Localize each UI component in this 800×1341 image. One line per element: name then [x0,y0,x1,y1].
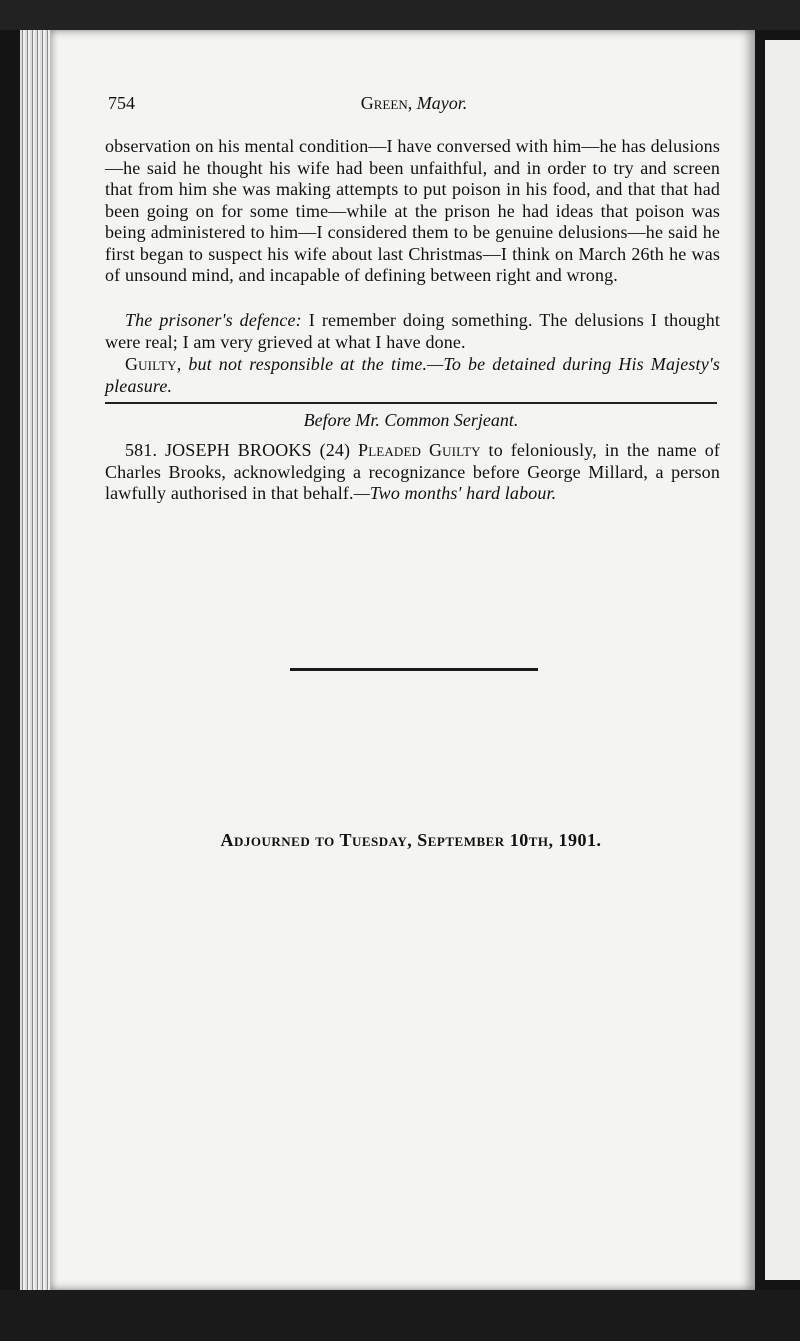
court-heading: Before Mr. Common Serjeant. [303,410,519,430]
scan-top-border [0,0,800,30]
facing-page-edge [765,40,800,1280]
running-head-name: Green, [360,93,413,113]
running-head-title: Mayor. [416,93,468,113]
adjournment-notice: Adjourned to Tuesday, September 10th, 1901. [220,830,602,850]
defence-text: I remember doing something. The delusions I thought were real; I am very grieved at what I have done. [105,310,720,352]
defence-paragraph [105,310,720,353]
case-sentence: —Two months' hard labour. [353,483,557,503]
verdict-text: but not responsible at the time.—To be detained during His Majesty's pleasure. [105,354,720,396]
end-divider [290,668,538,671]
verdict-label: Guilty, [125,354,182,374]
case-text: to feloniously, in the name of Charles Brooks, acknowledging a recognizance before George Millard, a person lawfully authorised in that behalf. [105,440,720,503]
testimony-paragraph: observation on his mental condition—I have conversed with him—he has delusions—he said he thought his wife had been unfaithful, and in order to try and screen that from him she was making attempts to put poison in his food, and that that had been going on for some time—while at the prison he had ideas that poison was being administered to him—I considered them to be genuine delusions—he said he first began to suspect his wife about last Christmas—I think on March 26th he was of unsound mind, and incapable of defining between right and wrong. [105,136,720,285]
case-number-name: 581. JOSEPH BROOKS (24) [125,440,351,460]
page-number: 754 [108,93,135,113]
scan-bottom-border [0,1290,800,1341]
verdict-paragraph [105,354,720,397]
running-head [108,93,720,114]
defence-label: The prisoner's defence: [125,310,302,330]
section-divider [105,402,717,404]
case-plea: Pleaded Guilty [350,440,481,460]
book-page-edges [20,30,50,1292]
page-header [108,93,720,117]
case-paragraph [105,440,720,505]
